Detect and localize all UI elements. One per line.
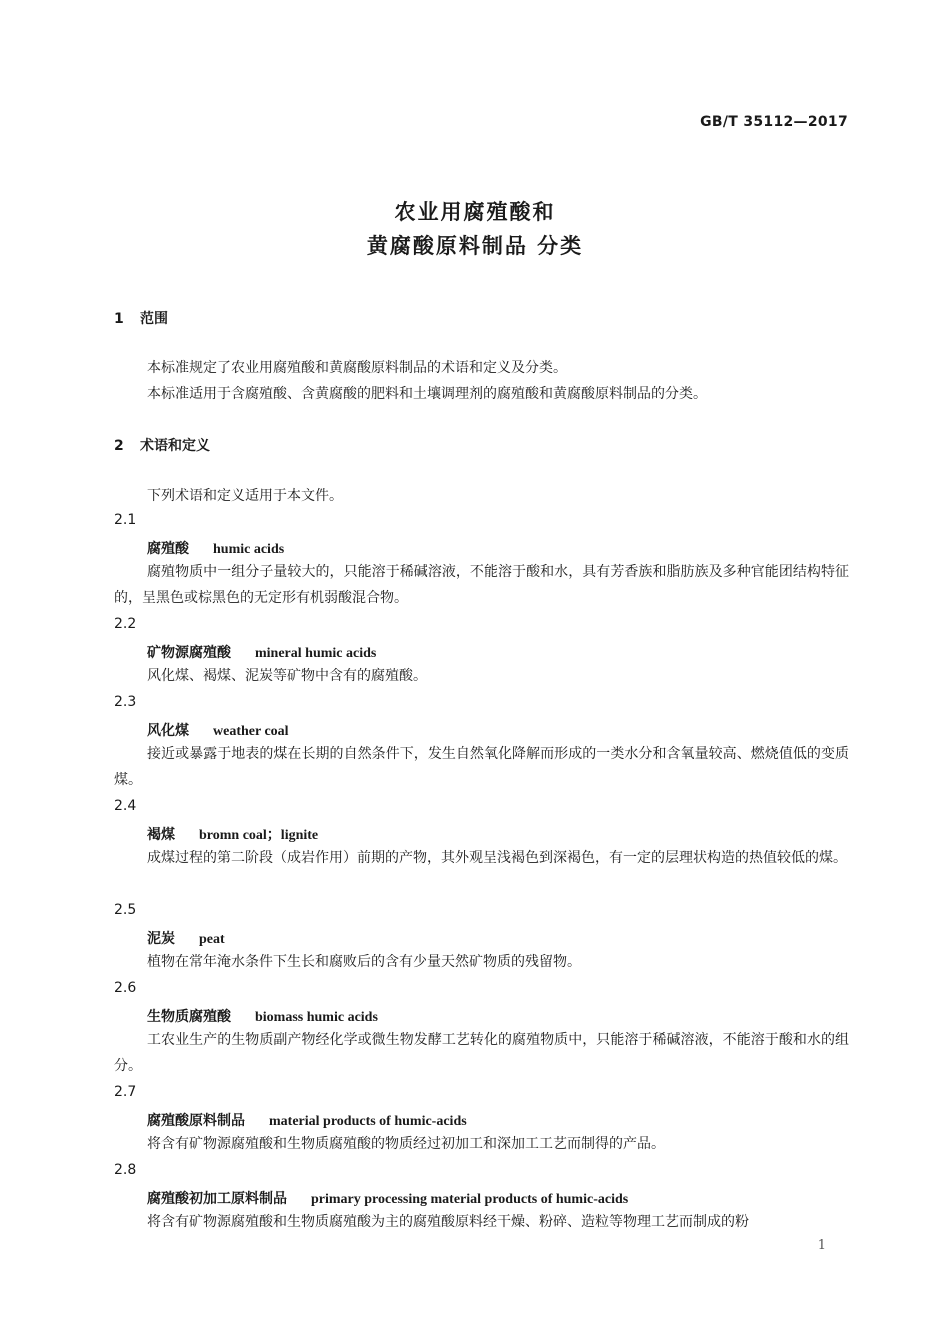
- term-definition: 成煤过程的第二阶段（成岩作用）前期的产物，其外观呈浅褐色到深褐色，有一定的层理状构造的热值较低的煤。: [147, 850, 847, 866]
- standard-code: GB/T 35112—2017: [700, 114, 848, 130]
- document-title-line-1: 农业用腐殖酸和: [394, 200, 556, 224]
- section-title: 术语和定义: [140, 438, 210, 454]
- term-number: 2.8: [114, 1162, 137, 1178]
- paragraph: 本标准规定了农业用腐殖酸和黄腐酸原料制品的术语和定义及分类。: [147, 360, 567, 376]
- term-definition: 植物在常年淹水条件下生长和腐败后的含有少量天然矿物质的残留物。: [147, 954, 581, 970]
- term-heading: [147, 1006, 378, 1026]
- term-number: 2.7: [114, 1084, 137, 1100]
- term-number: 2.2: [114, 616, 137, 632]
- term-zh: 腐殖酸原料制品: [147, 1113, 245, 1129]
- term-definition: 风化煤、褐煤、泥炭等矿物中含有的腐殖酸。: [147, 668, 427, 684]
- term-heading: [147, 824, 318, 844]
- paragraph: 本标准适用于含腐殖酸、含黄腐酸的肥料和土壤调理剂的腐殖酸和黄腐酸原料制品的分类。: [147, 386, 707, 402]
- term-heading: [147, 642, 376, 662]
- term-zh: 腐殖酸初加工原料制品: [147, 1191, 287, 1207]
- term-definition: 腐殖物质中一组分子量较大的，只能溶于稀碱溶液，不能溶于酸和水，具有芳香族和脂肪族及多种官能团结构特征的，呈黑色或棕黑色的无定形有机弱酸混合物。: [114, 564, 849, 606]
- term-heading: [147, 928, 225, 948]
- term-zh: 泥炭: [147, 931, 175, 947]
- term-heading: [147, 1188, 628, 1208]
- term-number: 2.1: [114, 512, 137, 528]
- term-heading: [147, 1110, 467, 1130]
- intro-paragraph: 下列术语和定义适用于本文件。: [147, 488, 343, 504]
- page-number: 1: [817, 1238, 826, 1253]
- term-number: 2.4: [114, 798, 137, 814]
- term-en: humic acids: [213, 542, 285, 557]
- term-definition: 将含有矿物源腐殖酸和生物质腐殖酸的物质经过初加工和深加工工艺而制得的产品。: [147, 1136, 665, 1152]
- section-title: 范围: [140, 311, 168, 327]
- term-en: bromn coal；lignite: [199, 828, 319, 843]
- term-definition: 工农业生产的生物质副产物经化学或微生物发酵工艺转化的腐殖物质中，只能溶于稀碱溶液，不能溶于酸和水的组分。: [114, 1032, 849, 1074]
- term-heading: [147, 720, 289, 740]
- term-zh: 风化煤: [147, 723, 189, 739]
- section-number: 2: [114, 438, 124, 454]
- term-en: weather coal: [213, 724, 289, 739]
- term-zh: 生物质腐殖酸: [147, 1009, 231, 1025]
- term-zh: 腐殖酸: [147, 541, 189, 557]
- section-2-heading: [114, 435, 210, 455]
- term-zh: 矿物源腐殖酸: [147, 645, 231, 661]
- term-zh: 褐煤: [147, 827, 175, 843]
- term-definition: 接近或暴露于地表的煤在长期的自然条件下，发生自然氧化降解而形成的一类水分和含氧量较高、燃烧值低的变质煤。: [114, 746, 849, 788]
- section-number: 1: [114, 311, 124, 327]
- term-definition: 将含有矿物源腐殖酸和生物质腐殖酸为主的腐殖酸原料经干燥、粉碎、造粒等物理工艺而制成的粉: [147, 1214, 749, 1230]
- document-title-line-2: 黄腐酸原料制品 分类: [366, 234, 584, 258]
- term-en: material products of humic-acids: [269, 1114, 467, 1129]
- term-en: peat: [199, 932, 225, 947]
- term-number: 2.5: [114, 902, 137, 918]
- term-en: primary processing material products of humic-acids: [311, 1192, 629, 1207]
- section-1-heading: [114, 308, 168, 328]
- term-heading: [147, 538, 284, 558]
- term-number: 2.3: [114, 694, 137, 710]
- term-en: mineral humic acids: [255, 646, 377, 661]
- term-en: biomass humic acids: [255, 1010, 378, 1025]
- term-number: 2.6: [114, 980, 137, 996]
